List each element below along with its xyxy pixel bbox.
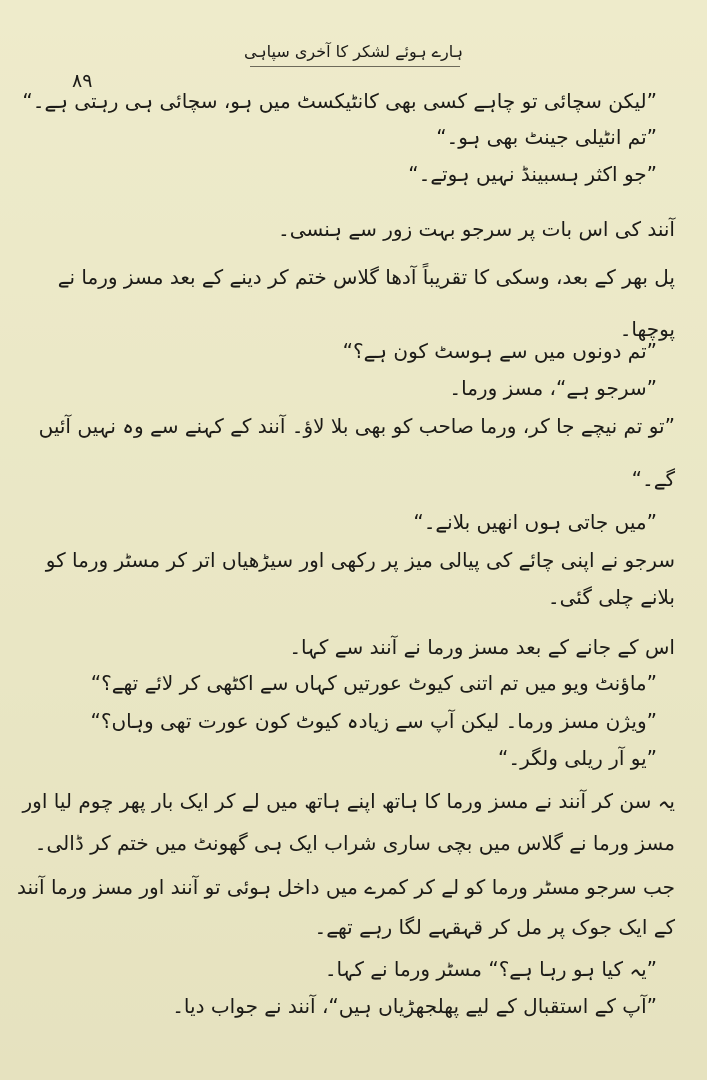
- text-line: ”تم انٹیلی جینٹ بھی ہو۔“: [436, 125, 657, 149]
- text-line: آنند کی اس بات پر سرجو بہت زور سے ہنسی۔: [278, 217, 675, 241]
- text-line: ”تم دونوں میں سے ہوسٹ کون ہے؟“: [342, 339, 657, 363]
- text-line: سرجو نے اپنی چائے کی پیالی میز پر رکھی اور سیڑھیاں اتر کر مسٹر ورما کو: [45, 548, 675, 572]
- text-line: اس کے جانے کے بعد مسز ورما نے آنند سے کہا۔: [289, 635, 675, 659]
- text-line: ”میں جاتی ہوں انھیں بلانے۔“: [413, 510, 657, 534]
- running-header: ہارے ہوئے لشکر کا آخری سپاہی: [243, 42, 464, 61]
- text-line: پل بھر کے بعد، وسکی کا تقریباً آدھا گلاس ختم کر دینے کے بعد مسز ورما نے: [57, 265, 675, 289]
- text-line: ”ویژن مسز ورما۔ لیکن آپ سے زیادہ کیوٹ کون عورت تھی وہاں؟“: [90, 709, 657, 733]
- text-line: یہ سن کر آنند نے مسز ورما کا ہاتھ اپنے ہاتھ میں لے کر ایک بار پھر چوم لیا اور: [22, 789, 675, 813]
- page-number: ۸۹: [72, 70, 93, 92]
- text-line: بلانے چلی گئی۔: [547, 585, 675, 609]
- header-rule: [250, 66, 460, 67]
- text-line: گے۔“: [631, 467, 675, 491]
- text-line: پوچھا۔: [619, 317, 675, 341]
- text-line: ”جو اکثر ہسبینڈ نہیں ہوتے۔“: [408, 162, 657, 186]
- text-line: مسز ورما نے گلاس میں بچی ساری شراب ایک ہی گھونٹ میں ختم کر ڈالی۔: [34, 831, 675, 855]
- text-line: ”یو آر ریلی ولگر۔“: [498, 746, 657, 770]
- text-line: ”تو تم نیچے جا کر، ورما صاحب کو بھی بلا لاؤ۔ آنند کے کہنے سے وہ نہیں آئیں: [38, 414, 675, 438]
- text-line: کے ایک جوک پر مل کر قہقہے لگا رہے تھے۔: [314, 915, 675, 939]
- text-line: جب سرجو مسٹر ورما کو لے کر کمرے میں داخل ہوئی تو آنند اور مسز ورما آنند: [16, 875, 675, 899]
- text-line: ”لیکن سچائی تو چاہے کسی بھی کانٹیکسٹ میں ہو، سچائی ہی رہتی ہے۔“: [22, 89, 657, 113]
- text-line: ”ماؤنٹ ویو میں تم اتنی کیوٹ عورتیں کہاں سے اکٹھی کر لائے تھے؟“: [90, 671, 657, 695]
- text-line: ”یہ کیا ہو رہا ہے؟“ مسٹر ورما نے کہا۔: [324, 957, 657, 981]
- text-line: ”آپ کے استقبال کے لیے پھلجھڑیاں ہیں“، آنند نے جواب دیا۔: [172, 994, 657, 1018]
- text-line: ”سرجو ہے“، مسز ورما۔: [449, 376, 657, 400]
